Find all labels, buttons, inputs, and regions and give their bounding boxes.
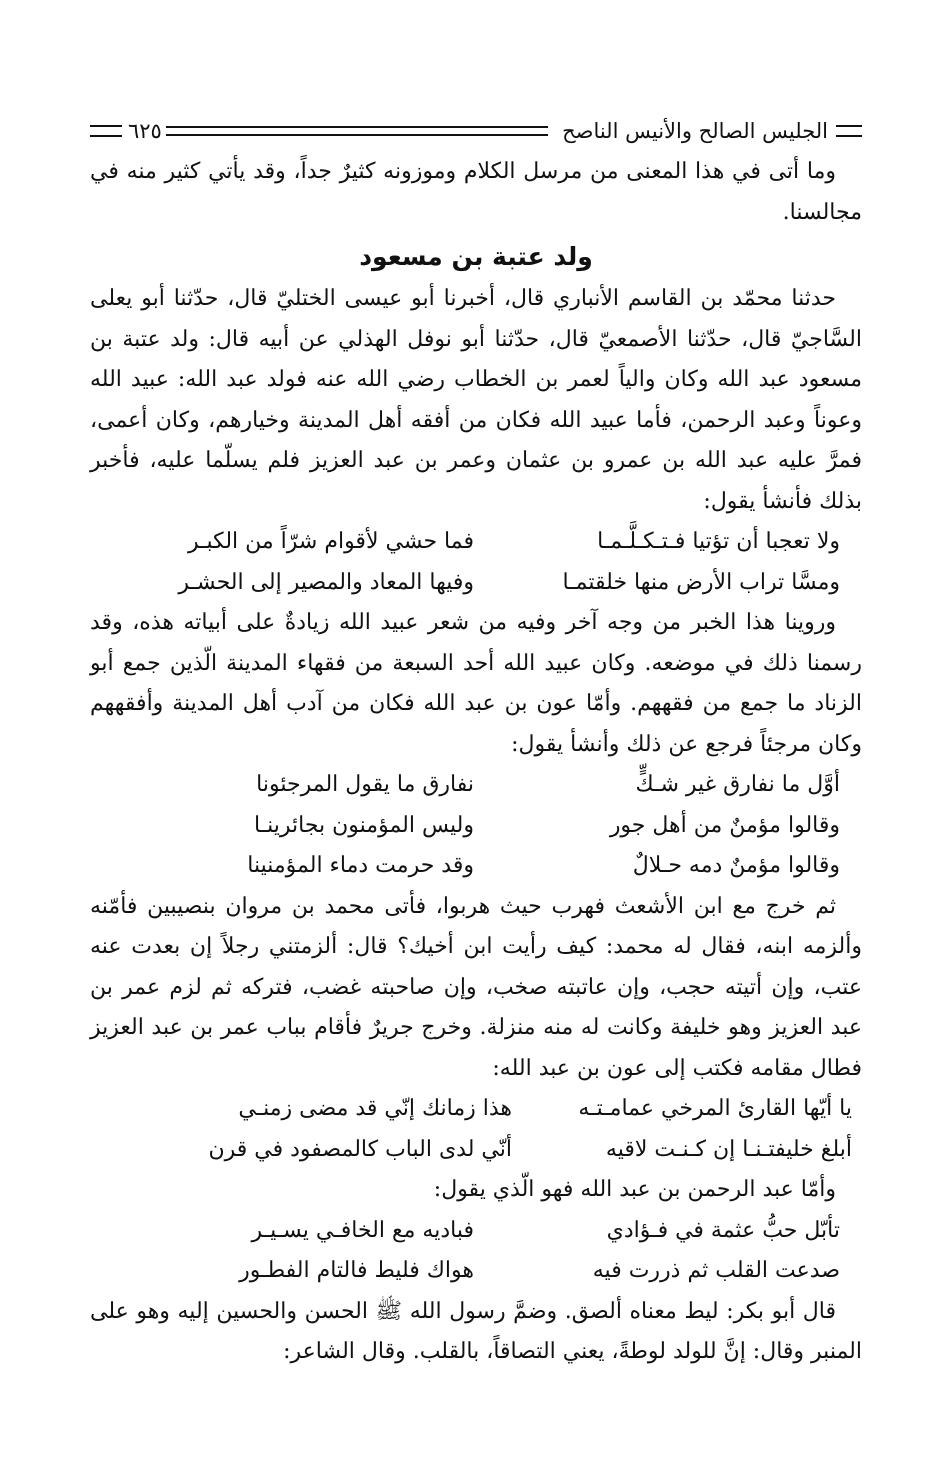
hemistich-first: ومسَّا تراب الأرض منها خلقتمـا (562, 569, 840, 595)
header-ornament-right (836, 125, 862, 137)
paragraph-1: حدثنا محمّد بن القاسم الأنباري قال، أخبرنا أبو عيسى الختليّ قال، حدّثنا أبو يعلى السَّاجيّ قال، حدّثنا الأصمعيّ قال، حدّثنا أبو نوفل الهذلي عن أبيه قال: ولد عتبة بن مسعود عبد الله وكان والياً لعمر بن الخطاب رضي الله عنه فولد عبد الله: عبيد الله وعوناً وعبد الرحمن، فأما عبيد الله فكان من أفقه أهل المدينة وخيارهم، وكان أعمى، فمرَّ عليه عبد الله بن عمرو بن عثمان وعمر بن عبد العزيز فلم يسلّما عليه، فأخبر بذلك فأنشأ يقول: (90, 286, 862, 514)
hemistich-second: هواك فليط فالتام الفطـور (239, 1258, 474, 1283)
poem-3-verse-2 (90, 1130, 862, 1171)
hemistich-second: وليس المؤمنون بجائرينـا (253, 812, 474, 838)
hemistich-second: هذا زمانك إنّي قد مضى زمنـي (238, 1096, 512, 1121)
hemistich-first: وقالوا مؤمنٌ دمه حـلالٌ (632, 853, 840, 878)
paragraph-3: ثم خرج مع ابن الأشعث فهرب حيث هربوا، فأتى محمد بن مروان بنصيبين فأمّنه وألزمه ابنه، فقال له محمد: كيف رأيت ابن أخيك؟ قال: ألزمتني رجلاً إن بعدت عنه عتب، وإن أتيته حجب، وإن عاتبته صخب، وإن صاحبته غضب، فتركه ثم لزم عمر بن عبد العزيز وهو خليفة وكانت له منه منزلة. وخرج جريرٌ فأقام بباب عمر بن عبد العزيز فطال مقامه فكتب إلى عون بن عبد الله: (90, 893, 862, 1081)
poem-2 (90, 765, 862, 887)
poem-2-verse-1 (90, 765, 862, 806)
section-title: ولد عتبة بن مسعود (359, 242, 593, 271)
header-ornament-left (90, 125, 122, 137)
poem-4-verse-2 (90, 1251, 862, 1292)
poem-1 (90, 522, 862, 603)
page-number: ٦٢٥ (128, 119, 162, 143)
hemistich-second: فما حشي لأقوام شرّاً من الكبـر (187, 529, 474, 554)
hemistich-second: نفارق ما يقول المرجئونا (256, 772, 474, 797)
hemistich-first: صدعت القلب ثم ذررت فيه (592, 1258, 840, 1283)
running-header (90, 110, 862, 152)
poem-3-verse-1 (90, 1089, 862, 1130)
hemistich-second: أنّي لدى الباب كالمصفود في قرن (208, 1136, 512, 1162)
header-rule (166, 126, 548, 136)
paragraph-4: وأمّا عبد الرحمن بن عبد الله فهو الّذي يقول: (433, 1177, 836, 1202)
poem-4-verse-1 (90, 1211, 862, 1252)
hemistich-first: تأبّل حبُّ عثمة في فـؤادي (606, 1217, 840, 1243)
hemistich-first: وقالوا مؤمنٌ من أهل جور (609, 812, 840, 838)
intro-paragraph: وما أتى في هذا المعنى من مرسل الكلام وموزونه كثيرٌ جداً، وقد يأتي كثير منه في مجالسنا. (90, 159, 862, 225)
paragraph-5: قال أبو بكر: ليط معناه ألصق. وضمَّ رسول الله ﷺ الحسن والحسين إليه وهو على المنبر وقال: إنَّ للولد لوطةً، يعني التصاقاً، بالقلب. وقال الشاعر: (90, 1298, 862, 1364)
poem-3 (90, 1089, 862, 1170)
poem-4 (90, 1211, 862, 1292)
hemistich-second: فباديه مع الخافـي يسـيـر (251, 1217, 474, 1243)
hemistich-second: وقد حرمت دماء المؤمنينا (247, 853, 474, 878)
hemistich-first: ولا تعجبا أن تؤتيا فـتـكـلَّـمـا (597, 529, 840, 554)
poem-1-verse-2 (90, 563, 862, 604)
hemistich-first: أوَّل ما نفارق غير شـكٍّ (635, 772, 840, 797)
hemistich-second: وفيها المعاد والمصير إلى الحشـر (178, 569, 474, 595)
book-page (90, 110, 862, 1373)
poem-2-verse-2 (90, 806, 862, 847)
paragraph-2: وروينا هذا الخبر من وجه آخر وفيه من شعر عبيد الله زيادةٌ على أبياته هذه، وقد رسمنا ذلك في موضعه. وكان عبيد الله أحد السبعة من فقهاء المدينة الّذين جمع أبو الزناد ما جمع من فقههم. وأمّا عون بن عبد الله فكان من آدب أهل المدينة وأفقههم وكان مرجئاً فرجع عن ذلك وأنشأ يقول: (90, 610, 862, 757)
hemistich-first: أبلغ خليفتـنـا إن كـنـت لاقيه (605, 1136, 852, 1162)
header-title: الجليس الصالح والأنيس الناصح (562, 119, 828, 143)
poem-2-verse-3 (90, 846, 862, 887)
hemistich-first: يا أيّها القارئ المرخي عمامـتـه (578, 1096, 852, 1121)
poem-1-verse-1 (90, 522, 862, 563)
